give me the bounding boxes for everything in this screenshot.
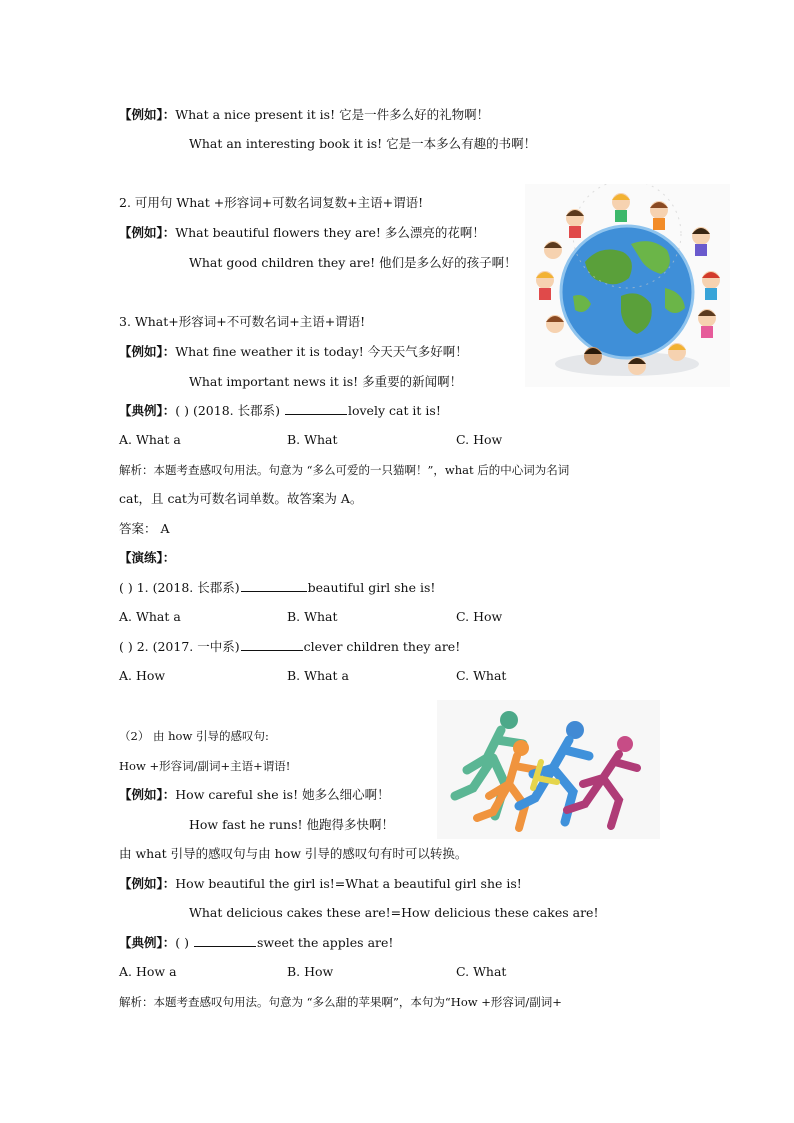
option-c: C. What xyxy=(456,964,507,979)
answer-blank xyxy=(285,403,347,415)
earth-children-illustration xyxy=(525,184,730,387)
option-b: B. How xyxy=(287,964,334,979)
option-c: C. How xyxy=(456,609,503,624)
example-tag: 【例如】： xyxy=(119,225,176,240)
example-line xyxy=(119,107,489,123)
example-sentence: How careful she is! 她多么细心啊！ xyxy=(175,787,390,802)
analysis-text: 解析：本题考查感叹句用法。句意为 “多么甜的苹果啊”，本句为“How +形容词/副词+ xyxy=(119,995,562,1009)
example-sentence: What delicious cakes these are!=How delicious these cakes are! xyxy=(189,905,599,920)
option-a: A. How a xyxy=(119,964,177,979)
example-tag: 【典例】： xyxy=(119,403,176,418)
answer-text: 答案： A xyxy=(119,521,170,536)
rule-line: 2. 可用句 What +形容词+可数名词复数+主语+谓语! xyxy=(119,195,424,210)
example-tag: 【典例】： xyxy=(119,935,176,950)
option-a: A. What a xyxy=(119,432,181,447)
question-prefix: ( ) xyxy=(175,935,189,950)
example-line xyxy=(119,344,468,360)
option-b: B. What xyxy=(287,609,338,624)
rule-line: 3. What+形容词+不可数名词+主语+谓语! xyxy=(119,314,366,329)
example-sentence: What fine weather it is today! 今天天气多好啊！ xyxy=(175,344,468,359)
rule-line: How +形容词/副词+主语+谓语! xyxy=(119,759,291,773)
example-line xyxy=(119,787,390,803)
example-tag: 【例如】： xyxy=(119,876,176,891)
answer-blank xyxy=(194,935,256,947)
question-text: clever children they are! xyxy=(303,639,461,654)
example-sentence: What important news it is! 多重要的新闻啊！ xyxy=(189,374,463,389)
question-stem xyxy=(119,580,435,596)
example-line xyxy=(119,225,485,241)
analysis-text: 解析：本题考查感叹句用法。句意为 “多么可爱的一只猫啊！”，what 后的中心词为名词 xyxy=(119,463,570,477)
option-c: C. What xyxy=(456,668,507,683)
example-sentence: How beautiful the girl is!=What a beautiful girl she is! xyxy=(175,876,522,891)
section-heading: （2） 由 how 引导的感叹句: xyxy=(119,729,269,743)
question-prefix: ( ) 1. (2018. 长郡系) xyxy=(119,580,240,595)
example-sentence: What an interesting book it is! 它是一本多么有趣的书啊！ xyxy=(189,136,537,151)
example-sentence: What good children they are! 他们是多么好的孩子啊！ xyxy=(189,255,517,270)
option-a: A. What a xyxy=(119,609,181,624)
example-tag: 【例如】： xyxy=(119,787,176,802)
example-tag: 【例如】： xyxy=(119,344,176,359)
analysis-text: cat，且 cat为可数名词单数。故答案为 A。 xyxy=(119,491,363,506)
conversion-note: 由 what 引导的感叹句与由 how 引导的感叹句有时可以转换。 xyxy=(119,846,468,861)
example-sentence: What beautiful flowers they are! 多么漂亮的花啊！ xyxy=(175,225,485,240)
example-tag: 【例如】： xyxy=(119,107,176,122)
question-text: sweet the apples are! xyxy=(256,935,394,950)
option-b: B. What a xyxy=(287,668,349,683)
question-stem xyxy=(119,935,393,951)
answer-blank xyxy=(241,639,303,651)
question-prefix: ( ) 2. (2017. 一中系) xyxy=(119,639,240,654)
question-stem xyxy=(119,639,460,655)
question-text: lovely cat it is! xyxy=(347,403,441,418)
practice-tag: 【演练】： xyxy=(119,550,176,565)
example-sentence: How fast he runs! 他跑得多快啊！ xyxy=(189,817,394,832)
question-stem xyxy=(119,403,441,419)
option-b: B. What xyxy=(287,432,338,447)
question-text: beautiful girl she is! xyxy=(307,580,436,595)
option-a: A. How xyxy=(119,668,166,683)
example-line xyxy=(119,876,522,892)
answer-blank xyxy=(241,580,307,592)
example-sentence: What a nice present it is! 它是一件多么好的礼物啊！ xyxy=(175,107,490,122)
question-prefix: ( ) (2018. 长郡系) xyxy=(175,403,280,418)
runners-illustration xyxy=(437,700,660,839)
option-c: C. How xyxy=(456,432,503,447)
